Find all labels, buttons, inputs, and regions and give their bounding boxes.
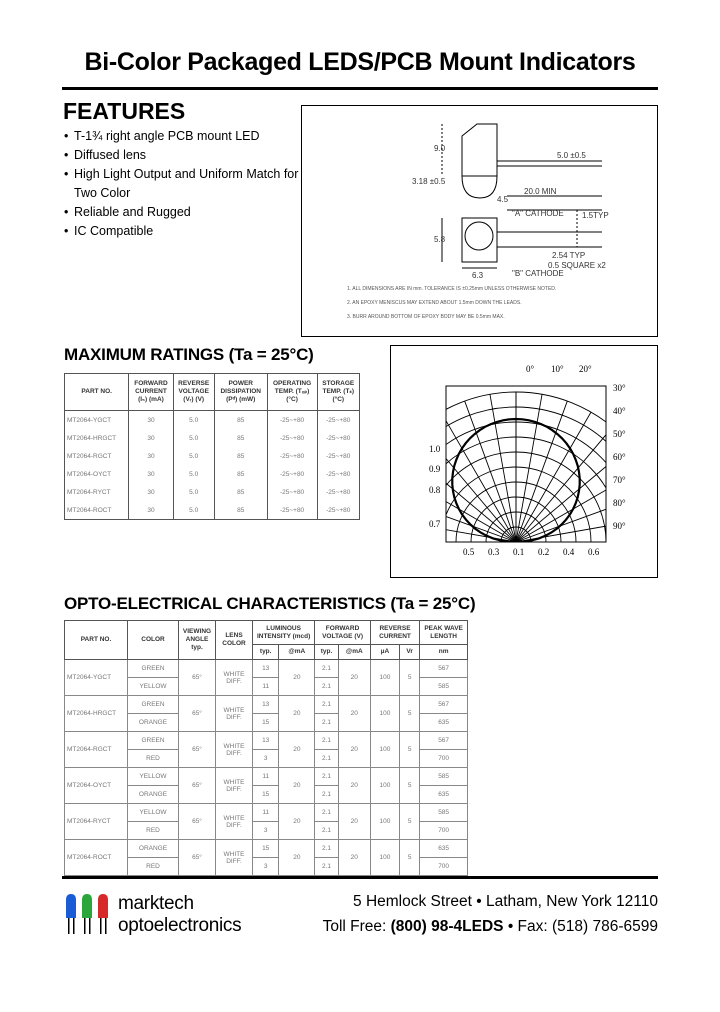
dim-note: 2. AN EPOXY MENISCUS MAY EXTEND ABOUT 1.5mm DOWN THE LEADS. bbox=[347, 300, 522, 306]
table-cell: 2.1 bbox=[315, 660, 339, 678]
max-ratings-table bbox=[64, 373, 360, 520]
angle-label: 50° bbox=[613, 429, 626, 439]
table-cell: 11 bbox=[253, 804, 279, 822]
table-cell: 85 bbox=[214, 411, 267, 430]
value-label: 0.7 bbox=[429, 519, 441, 529]
led-logo-icon bbox=[64, 892, 112, 936]
table-cell: 5 bbox=[400, 804, 420, 840]
table-cell: ORANGE bbox=[128, 786, 179, 804]
table-cell: 85 bbox=[214, 483, 267, 501]
table-cell: MT2064-HRGCT bbox=[65, 429, 129, 447]
led-shape bbox=[82, 894, 92, 918]
value-label: 0.3 bbox=[488, 547, 500, 557]
table-cell: RED bbox=[128, 822, 179, 840]
radiation-pattern-box bbox=[390, 345, 658, 578]
table-cell: 700 bbox=[420, 858, 468, 876]
table-cell: WHITE DIFF. bbox=[216, 696, 253, 732]
table-cell: 2.1 bbox=[315, 858, 339, 876]
table-cell: 15 bbox=[253, 840, 279, 858]
header-line: STORAGE bbox=[322, 380, 355, 387]
table-row bbox=[65, 465, 360, 483]
table-cell: 5.0 bbox=[173, 447, 214, 465]
table-cell: ORANGE bbox=[128, 840, 179, 858]
tollfree-number: (800) 98-4LEDS bbox=[390, 918, 504, 935]
table-cell: 567 bbox=[420, 660, 468, 678]
table-cell: 700 bbox=[420, 822, 468, 840]
header-line: REVERSE bbox=[178, 380, 210, 387]
table-cell: 15 bbox=[253, 786, 279, 804]
table-cell: 5.0 bbox=[173, 429, 214, 447]
dim-label: "B" CATHODE bbox=[512, 269, 564, 278]
dim-note: 3. BURR AROUND BOTTOM OF EPOXY BODY MAY BE 0.5mm MAX. bbox=[347, 314, 505, 320]
table-cell: 635 bbox=[420, 714, 468, 732]
header-line: TEMP. (Tₛ) bbox=[322, 388, 355, 395]
col-header bbox=[129, 374, 173, 411]
table-cell: -25~+80 bbox=[267, 465, 317, 483]
table-cell: 5 bbox=[400, 732, 420, 768]
table-row bbox=[65, 483, 360, 501]
angle-label: 0° bbox=[526, 364, 535, 374]
table-row bbox=[65, 501, 360, 520]
angle-label: 10° bbox=[551, 364, 564, 374]
table-cell: 100 bbox=[370, 804, 399, 840]
table-cell: GREEN bbox=[128, 660, 179, 678]
table-cell: 2.1 bbox=[315, 822, 339, 840]
table-cell: MT2064-OYCT bbox=[65, 768, 128, 804]
table-cell: 20 bbox=[279, 768, 315, 804]
header-line: (°C) bbox=[332, 396, 345, 403]
table-cell: 3 bbox=[253, 750, 279, 768]
page-title: Bi-Color Packaged LEDS/PCB Mount Indicators bbox=[84, 48, 636, 76]
col-header: REVERSE CURRENT bbox=[370, 621, 419, 645]
table-cell: YELLOW bbox=[128, 678, 179, 696]
table-cell: 3 bbox=[253, 822, 279, 840]
table-cell: -25~+80 bbox=[317, 447, 360, 465]
value-label: 0.5 bbox=[463, 547, 475, 557]
sub-header: Vr bbox=[400, 645, 420, 660]
table-cell: -25~+80 bbox=[267, 411, 317, 430]
led-lead bbox=[84, 918, 86, 934]
table-cell: WHITE DIFF. bbox=[216, 660, 253, 696]
table-cell: MT2064-RYCT bbox=[65, 804, 128, 840]
table-cell: 5.0 bbox=[173, 411, 214, 430]
col-header: LUMINOUS INTENSITY (mcd) bbox=[253, 621, 315, 645]
sub-header: µA bbox=[370, 645, 399, 660]
col-header bbox=[173, 374, 214, 411]
col-header bbox=[267, 374, 317, 411]
table-cell: 20 bbox=[279, 840, 315, 876]
opto-heading: OPTO-ELECTRICAL CHARACTERISTICS (Ta = 25°C) bbox=[64, 594, 476, 613]
top-rule bbox=[62, 87, 658, 90]
table-cell: 635 bbox=[420, 786, 468, 804]
table-cell: 85 bbox=[214, 465, 267, 483]
table-cell: 65° bbox=[179, 696, 216, 732]
value-label: 0.1 bbox=[513, 547, 525, 557]
sub-header: typ. bbox=[253, 645, 279, 660]
table-row bbox=[65, 696, 468, 714]
table-cell: 5.0 bbox=[173, 501, 214, 520]
led-lead bbox=[73, 918, 75, 934]
table-cell: 20 bbox=[338, 732, 370, 768]
dim-label: 6.3 bbox=[472, 271, 484, 280]
table-cell: -25~+80 bbox=[267, 483, 317, 501]
table-cell: GREEN bbox=[128, 732, 179, 750]
header-line: TEMP. (Tₒₚ) bbox=[274, 388, 310, 395]
radiation-pattern-diagram bbox=[391, 346, 657, 577]
grid-spoke bbox=[391, 491, 516, 542]
table-cell: 2.1 bbox=[315, 714, 339, 732]
dim-label: 4.5 bbox=[497, 195, 509, 204]
col-header: PEAK WAVE LENGTH bbox=[420, 621, 468, 645]
table-cell: 30 bbox=[129, 483, 173, 501]
col-header bbox=[317, 374, 360, 411]
col-header: VIEWING ANGLE typ. bbox=[179, 621, 216, 660]
table-cell: 20 bbox=[279, 696, 315, 732]
features-list bbox=[64, 127, 304, 241]
value-label: 0.4 bbox=[563, 547, 575, 557]
max-ratings-heading: MAXIMUM RATINGS (Ta = 25°C) bbox=[64, 345, 314, 364]
table-cell: YELLOW bbox=[128, 804, 179, 822]
table-cell: -25~+80 bbox=[317, 483, 360, 501]
table-row bbox=[65, 804, 468, 822]
table-cell: 11 bbox=[253, 678, 279, 696]
led-lead bbox=[68, 918, 70, 934]
table-cell: 585 bbox=[420, 678, 468, 696]
table-cell: 100 bbox=[370, 696, 399, 732]
table-cell: 2.1 bbox=[315, 750, 339, 768]
table-cell: 2.1 bbox=[315, 732, 339, 750]
table-cell: 20 bbox=[338, 696, 370, 732]
dim-label: 3.18 ±0.5 bbox=[412, 177, 446, 186]
table-cell: 100 bbox=[370, 660, 399, 696]
header-line: CURRENT bbox=[135, 388, 167, 395]
dimension-drawing bbox=[302, 106, 657, 336]
angle-label: 20° bbox=[579, 364, 592, 374]
address: 5 Hemlock Street • Latham, New York 12110 bbox=[353, 893, 658, 910]
table-cell: 585 bbox=[420, 804, 468, 822]
table-cell: GREEN bbox=[128, 696, 179, 714]
contact-line bbox=[300, 918, 658, 936]
table-cell: 5 bbox=[400, 660, 420, 696]
table-cell: 5 bbox=[400, 696, 420, 732]
table-row bbox=[65, 840, 468, 858]
table-cell: 2.1 bbox=[315, 786, 339, 804]
table-cell: 30 bbox=[129, 501, 173, 520]
table-cell: 11 bbox=[253, 768, 279, 786]
dim-label: 2.54 TYP bbox=[552, 251, 586, 260]
sub-header: nm bbox=[420, 645, 468, 660]
fax: • Fax: (518) 786-6599 bbox=[507, 918, 658, 935]
table-cell: -25~+80 bbox=[317, 429, 360, 447]
table-cell: YELLOW bbox=[128, 768, 179, 786]
brand-line-2: optoelectronics bbox=[118, 915, 242, 936]
table-cell: MT2064-OYCT bbox=[65, 465, 129, 483]
table-cell: MT2064-YGCT bbox=[65, 660, 128, 696]
table-cell: MT2064-RGCT bbox=[65, 447, 129, 465]
header-line: DISSIPATION bbox=[220, 388, 262, 395]
table-cell: WHITE DIFF. bbox=[216, 840, 253, 876]
feature-item: • T-1¾ right angle PCB mount LED bbox=[64, 127, 304, 146]
col-header bbox=[214, 374, 267, 411]
table-cell: 2.1 bbox=[315, 840, 339, 858]
angle-label: 60° bbox=[613, 452, 626, 462]
table-cell: WHITE DIFF. bbox=[216, 804, 253, 840]
led-shape bbox=[66, 894, 76, 918]
table-cell: 567 bbox=[420, 732, 468, 750]
col-header: PART NO. bbox=[65, 621, 128, 660]
table-cell: 2.1 bbox=[315, 768, 339, 786]
table-cell: 5.0 bbox=[173, 465, 214, 483]
table-cell: -25~+80 bbox=[267, 429, 317, 447]
table-cell: 2.1 bbox=[315, 804, 339, 822]
table-cell: 85 bbox=[214, 501, 267, 520]
table-cell: 20 bbox=[279, 732, 315, 768]
header-line: (I₅) (mA) bbox=[138, 396, 164, 403]
table-cell: 13 bbox=[253, 660, 279, 678]
brand-line-1: marktech bbox=[118, 893, 194, 914]
dim-label: 20.0 MIN bbox=[524, 187, 557, 196]
feature-item: • Reliable and Rugged bbox=[64, 203, 304, 222]
angle-label: 90° bbox=[613, 521, 626, 531]
table-cell: 20 bbox=[338, 840, 370, 876]
value-label: 0.8 bbox=[429, 485, 441, 495]
value-label: 0.9 bbox=[429, 464, 441, 474]
angle-label: 30° bbox=[613, 383, 626, 393]
table-cell: MT2064-RGCT bbox=[65, 732, 128, 768]
table-cell: 15 bbox=[253, 714, 279, 732]
header-line: POWER bbox=[228, 380, 253, 387]
table-cell: MT2064-ROCT bbox=[65, 840, 128, 876]
angle-label: 40° bbox=[613, 406, 626, 416]
table-cell: 65° bbox=[179, 768, 216, 804]
value-label: 0.2 bbox=[538, 547, 550, 557]
led-lead bbox=[100, 918, 102, 934]
table-cell: -25~+80 bbox=[267, 447, 317, 465]
table-cell: 5.0 bbox=[173, 483, 214, 501]
sub-header: @mA bbox=[279, 645, 315, 660]
table-cell: -25~+80 bbox=[317, 501, 360, 520]
dim-label: 0.5 SQUARE x2 bbox=[548, 261, 606, 270]
col-header: FORWARD VOLTAGE (V) bbox=[315, 621, 371, 645]
table-cell: 100 bbox=[370, 840, 399, 876]
dim-note: 1. ALL DIMENSIONS ARE IN mm. TOLERANCE IS ±0.25mm UNLESS OTHERWISE NOTED. bbox=[347, 286, 557, 292]
table-cell: MT2064-HRGCT bbox=[65, 696, 128, 732]
footer-rule bbox=[62, 876, 658, 879]
col-header: COLOR bbox=[128, 621, 179, 660]
header-line: VOLTAGE bbox=[178, 388, 209, 395]
led-lead bbox=[89, 918, 91, 934]
table-cell: 5 bbox=[400, 768, 420, 804]
header-line: (Pᵈ) (mW) bbox=[226, 396, 256, 403]
tollfree-label: Toll Free: bbox=[322, 918, 387, 935]
table-cell: 13 bbox=[253, 696, 279, 714]
table-cell: MT2064-RYCT bbox=[65, 483, 129, 501]
header-line: OPERATING bbox=[272, 380, 312, 387]
table-row bbox=[65, 732, 468, 750]
led-shape bbox=[98, 894, 108, 918]
table-cell: 85 bbox=[214, 447, 267, 465]
col-header bbox=[65, 374, 129, 411]
table-cell: 30 bbox=[129, 411, 173, 430]
table-cell: 100 bbox=[370, 768, 399, 804]
table-cell: 30 bbox=[129, 447, 173, 465]
col-header: LENS COLOR bbox=[216, 621, 253, 660]
dim-label: "A" CATHODE bbox=[512, 209, 564, 218]
table-row bbox=[65, 447, 360, 465]
table-cell: 635 bbox=[420, 840, 468, 858]
table-cell: 65° bbox=[179, 660, 216, 696]
table-cell: RED bbox=[128, 750, 179, 768]
table-cell: 30 bbox=[129, 465, 173, 483]
led-lead bbox=[105, 918, 107, 934]
table-cell: 65° bbox=[179, 732, 216, 768]
feature-item: • IC Compatible bbox=[64, 222, 304, 241]
angle-label: 80° bbox=[613, 498, 626, 508]
table-cell: 585 bbox=[420, 768, 468, 786]
table-cell: 85 bbox=[214, 429, 267, 447]
opto-table bbox=[64, 620, 468, 876]
angle-label: 70° bbox=[613, 475, 626, 485]
value-label: 0.6 bbox=[588, 547, 600, 557]
table-cell: 30 bbox=[129, 429, 173, 447]
table-cell: 65° bbox=[179, 840, 216, 876]
table-cell: 13 bbox=[253, 732, 279, 750]
table-cell: 20 bbox=[338, 804, 370, 840]
table-cell: 20 bbox=[338, 660, 370, 696]
table-cell: 567 bbox=[420, 696, 468, 714]
table-cell: -25~+80 bbox=[267, 501, 317, 520]
dim-label: 5.0 ±0.5 bbox=[557, 151, 586, 160]
table-row bbox=[65, 768, 468, 786]
header-line: FORWARD bbox=[134, 380, 168, 387]
header-line: (Vᵣ) (V) bbox=[183, 396, 205, 403]
table-row bbox=[65, 660, 468, 678]
sub-header: typ. bbox=[315, 645, 339, 660]
table-cell: ORANGE bbox=[128, 714, 179, 732]
table-cell: 20 bbox=[279, 804, 315, 840]
table-cell: 20 bbox=[279, 660, 315, 696]
features-heading: FEATURES bbox=[63, 98, 186, 124]
header-line: PART NO. bbox=[81, 388, 112, 395]
table-row bbox=[65, 429, 360, 447]
feature-item: • Diffused lens bbox=[64, 146, 304, 165]
table-cell: 5 bbox=[400, 840, 420, 876]
feature-item: • High Light Output and Uniform Match for Two Color bbox=[64, 165, 304, 203]
sub-header: @mA bbox=[338, 645, 370, 660]
table-cell: 100 bbox=[370, 732, 399, 768]
table-cell: MT2064-YGCT bbox=[65, 411, 129, 430]
table-cell: 2.1 bbox=[315, 696, 339, 714]
table-cell: 2.1 bbox=[315, 678, 339, 696]
header-line: (°C) bbox=[286, 396, 298, 403]
table-cell: 65° bbox=[179, 804, 216, 840]
table-cell: -25~+80 bbox=[317, 411, 360, 430]
table-cell: WHITE DIFF. bbox=[216, 732, 253, 768]
table-cell: 3 bbox=[253, 858, 279, 876]
table-cell: 20 bbox=[338, 768, 370, 804]
dim-label: 9.0 bbox=[434, 144, 446, 153]
table-row bbox=[65, 411, 360, 430]
logo-leds bbox=[64, 892, 112, 936]
table-cell: 700 bbox=[420, 750, 468, 768]
table-cell: MT2064-ROCT bbox=[65, 501, 129, 520]
table-cell: -25~+80 bbox=[317, 465, 360, 483]
table-cell: WHITE DIFF. bbox=[216, 768, 253, 804]
dim-label: 5.8 bbox=[434, 235, 446, 244]
value-label: 1.0 bbox=[429, 444, 441, 454]
table-cell: RED bbox=[128, 858, 179, 876]
dimension-drawing-box bbox=[301, 105, 658, 337]
dim-label: 1.5TYP bbox=[582, 211, 609, 220]
